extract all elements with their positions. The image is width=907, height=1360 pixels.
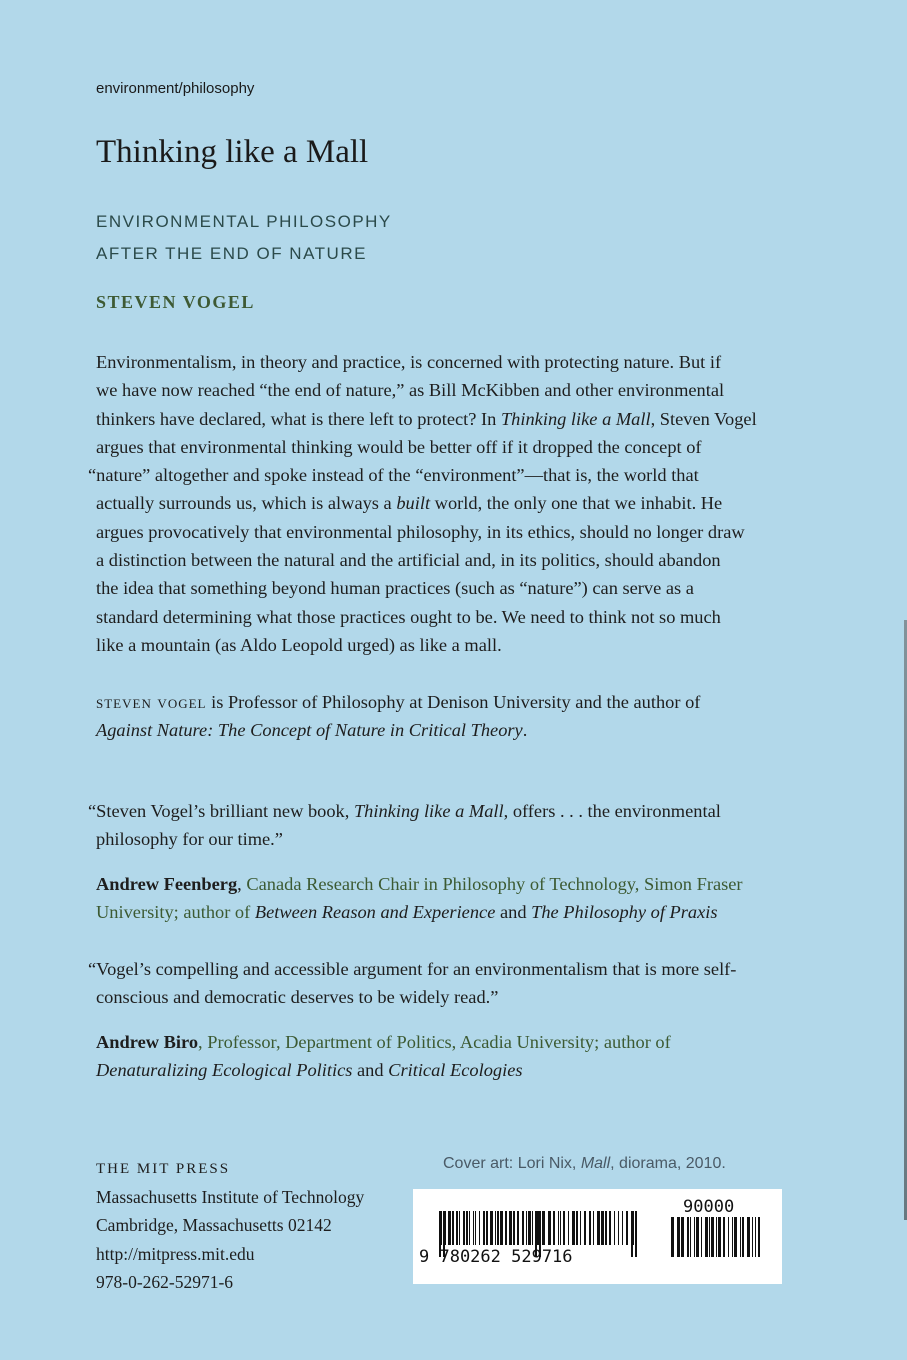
barcode-bar — [614, 1211, 615, 1245]
barcode-bar — [681, 1217, 684, 1257]
subtitle-line: AFTER THE END OF NATURE — [96, 244, 367, 263]
barcode-bar — [452, 1211, 454, 1245]
barcode-bar — [752, 1217, 753, 1257]
bio-text: is Professor of Philosophy at Denison University and the author of — [206, 692, 701, 712]
barcode-bar — [486, 1211, 488, 1245]
barcode-bar — [687, 1217, 689, 1257]
barcode-bar — [584, 1211, 586, 1245]
barcode-bar — [528, 1211, 531, 1245]
endorsement-quote-1: “Steven Vogel’s brilliant new book, Thinking like a Mall, offers . . . the environmental philosophy for our time.” — [88, 801, 721, 850]
author-bio: steven vogel is Professor of Philosophy at Denison University and the author of Against Nature: The Concept of Nature in Critical Theory. — [96, 692, 701, 741]
barcode-bar — [622, 1211, 623, 1245]
barcode-bar — [483, 1211, 485, 1245]
barcode-bar — [560, 1211, 561, 1245]
barcode-bar — [732, 1217, 733, 1257]
barcode-guard-bar — [635, 1211, 637, 1257]
barcode-digits: 9 780262 529716 — [419, 1247, 573, 1267]
barcode-bar — [456, 1211, 458, 1245]
bio-author-name: steven vogel — [96, 692, 207, 712]
blurb-line: thinkers have declared, what is there left to protect? In Thinking like a Mall, Steven Vogel — [96, 408, 757, 429]
barcode-bar — [589, 1211, 591, 1245]
barcode-bar — [532, 1211, 533, 1245]
endorsement-quote-2: “Vogel’s compelling and accessible argument for an environmentalism that is more self- conscious and democratic deserves to be widely read.” — [88, 959, 737, 1008]
book-description — [88, 348, 786, 659]
barcode-bar — [609, 1211, 611, 1245]
barcode-bar — [716, 1217, 717, 1257]
blurb-line: a distinction between the natural and the artificial and, in its politics, should abandon — [96, 550, 721, 571]
category-label: environment/philosophy — [96, 80, 255, 97]
barcode-bar — [479, 1211, 480, 1245]
barcode-bar — [513, 1211, 515, 1245]
barcode-bar — [553, 1211, 555, 1245]
blurb-line: standard determining what those practices ought to be. We need to think not so much — [96, 606, 721, 627]
barcode-bar — [473, 1211, 474, 1245]
blurb-line: we have now reached “the end of nature,” as Bill McKibben and other environmental — [96, 380, 725, 401]
barcode-bar — [618, 1211, 619, 1245]
barcode-graphic — [413, 1189, 782, 1284]
barcode-bar — [500, 1211, 503, 1245]
barcode-bar — [677, 1217, 680, 1257]
barcode-bar — [718, 1217, 721, 1257]
barcode-bar — [469, 1211, 470, 1245]
barcode-bar — [568, 1211, 569, 1245]
barcode-bar — [558, 1211, 559, 1245]
barcode-bar — [747, 1217, 750, 1257]
isbn: 978-0-262-52971-6 — [96, 1271, 234, 1292]
barcode-bar — [758, 1217, 760, 1257]
blurb-line: “nature” altogether and spoke instead of the “environment”—that is, the world that — [88, 465, 699, 486]
barcode-bar — [593, 1211, 594, 1245]
barcode-bar — [466, 1211, 468, 1245]
barcode-bar — [475, 1211, 476, 1245]
endorsement-attribution-2: Andrew Biro, Professor, Department of Politics, Acadia University; author of Denaturalizing Ecological Politics and Critical Ecologies — [96, 1032, 671, 1081]
publisher-name: THE MIT PRESS — [96, 1161, 231, 1177]
barcode-bar — [755, 1217, 756, 1257]
barcode-bar — [728, 1217, 729, 1257]
barcode-bar — [490, 1211, 493, 1245]
blurb-line: the idea that something beyond human practices (such as “nature”) can serve as a — [96, 578, 694, 599]
endorser-name: Andrew Biro — [96, 1032, 199, 1052]
barcode-bar — [723, 1217, 725, 1257]
barcode-bar — [563, 1211, 565, 1245]
price-code: 90000 — [683, 1197, 735, 1217]
barcode-bar — [526, 1211, 527, 1245]
barcode-bar — [495, 1211, 496, 1245]
barcode-bar — [671, 1217, 674, 1257]
barcode-bar — [705, 1217, 708, 1257]
barcode-bar — [445, 1211, 446, 1245]
blurb-line: actually surrounds us, which is always a built world, the only one that we inhabit. He — [96, 493, 723, 514]
barcode-bar — [548, 1211, 551, 1245]
publisher-line: Cambridge, Massachusetts 02142 — [96, 1215, 332, 1236]
barcode-bar — [542, 1211, 545, 1245]
barcode-bar — [580, 1211, 581, 1245]
barcode-bar — [459, 1211, 460, 1245]
blurb-line: Environmentalism, in theory and practice, is concerned with protecting nature. But if — [96, 352, 722, 372]
blurb-line: argues provocatively that environmental philosophy, in its ethics, should no longer draw — [96, 521, 745, 542]
publisher-url: http://mitpress.mit.edu — [96, 1243, 255, 1264]
barcode-bar — [463, 1211, 465, 1245]
barcode-bar — [701, 1217, 702, 1257]
barcode-bar — [740, 1217, 741, 1257]
isbn-barcode — [413, 1189, 782, 1284]
barcode-bar — [505, 1211, 507, 1245]
barcode-bar — [576, 1211, 578, 1245]
barcode-bar — [601, 1211, 604, 1245]
publisher-line: Massachusetts Institute of Technology — [96, 1187, 365, 1208]
endorsement-attribution-1: Andrew Feenberg, Canada Research Chair in Philosophy of Technology, Simon Fraser University; author of Between Reason and Experience and The Philosophy of Praxis — [96, 874, 743, 923]
barcode-bar — [497, 1211, 499, 1245]
cover-art-credit: Cover art: Lori Nix, Mall, diorama, 2010. — [443, 1155, 726, 1172]
barcode-bar — [696, 1217, 699, 1257]
bio-book-title: Against Nature: The Concept of Nature in Critical Theory — [96, 720, 523, 741]
price-addon-bars — [671, 1217, 760, 1257]
barcode-bar — [734, 1217, 737, 1257]
barcode-bar — [597, 1211, 600, 1245]
book-subtitle — [96, 206, 392, 270]
blurb-line: like a mountain (as Aldo Leopold urged) as like a mall. — [96, 634, 502, 655]
barcode-bar — [694, 1217, 695, 1257]
barcode-bar — [711, 1217, 714, 1257]
barcode-bar — [522, 1211, 524, 1245]
barcode-bar — [572, 1211, 575, 1245]
endorser-name: Andrew Feenberg — [96, 874, 238, 894]
blurb-line: argues that environmental thinking would be better off if it dropped the concept of — [96, 436, 702, 457]
barcode-bar — [509, 1211, 512, 1245]
subtitle-line: ENVIRONMENTAL PHILOSOPHY — [96, 212, 392, 231]
barcode-guard-bar — [631, 1211, 633, 1257]
book-title: Thinking like a Mall — [96, 134, 369, 170]
barcode-bar — [709, 1217, 710, 1257]
publisher-block — [96, 1155, 364, 1296]
barcode-bar — [448, 1211, 451, 1245]
barcode-bar — [605, 1211, 607, 1245]
barcode-bar — [690, 1217, 691, 1257]
barcode-bar — [742, 1217, 744, 1257]
author-name: STEVEN VOGEL — [96, 292, 255, 312]
barcode-bar — [626, 1211, 628, 1245]
barcode-bar — [517, 1211, 519, 1245]
